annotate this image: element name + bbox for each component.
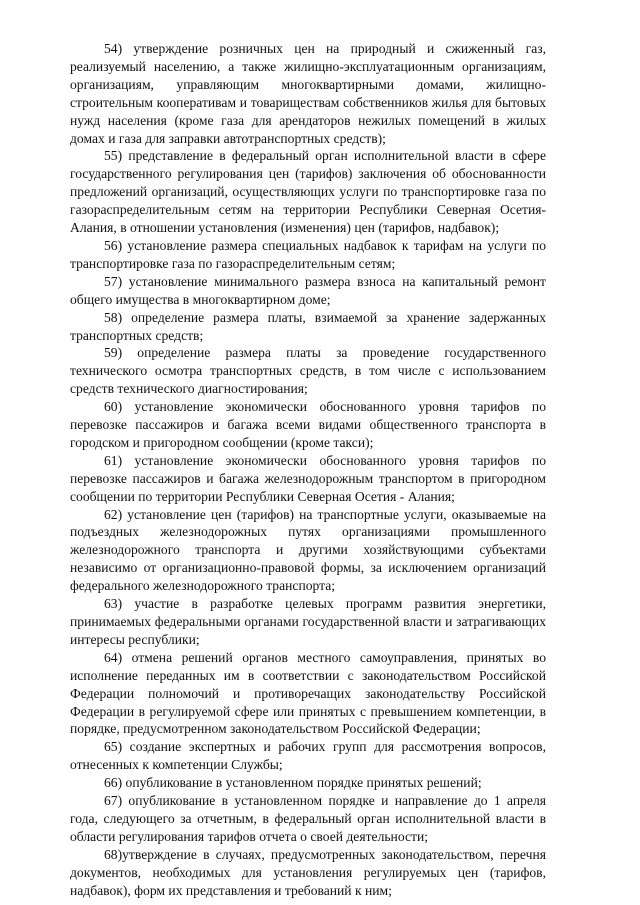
item-56: 56) установление размера специальных надбавок к тарифам на услуги по транспортировке газа по газораспределительным сетям; <box>70 237 546 271</box>
item-68: 68)утверждение в случаях, предусмотренных законодательством, перечня документов, необходимых для установления регулируемых цен (тарифов, надбавок), форм их представления и требований к ним; <box>70 846 546 898</box>
item-67: 67) опубликование в установленном порядке и направление до 1 апреля года, следующего за отчетным, в федеральный орган исполнительной власти в области регулирования тарифов отчета о своей деятельности; <box>70 793 546 844</box>
item-57: 57) установление минимального размера взноса на капитальный ремонт общего имущества в многоквартирном доме; <box>70 273 546 307</box>
item-54: 54) утверждение розничных цен на природный и сжиженный газ, реализуемый населению, а также жилищно-эксплуатационным организациям, организациям, управляющим многоквартирными домами, жилищно-строительным кооперативам и товариществам собственников жилья для бытовых нужд населения (кроме газа для арендаторов нежилых помещений в жилых домах и газа для заправки автотранспортных средств); <box>70 41 546 146</box>
item-64: 64) отмена решений органов местного самоуправления, принятых во исполнение переданных им в соответствии с законодательством Российской Федерации полномочий и противоречащих законодательству Российской Федерации в регулируемой сфере или принятых с превышением компетенции, в порядке, предусмотренном законодательством Российской Федерации; <box>70 649 546 737</box>
item-66: 66) опубликование в установленном порядке принятых решений; <box>104 775 482 791</box>
item-55: 55) представление в федеральный орган исполнительной власти в сфере государственного регулирования цен (тарифов) заключения об обоснованности предложений организаций, осуществляющих услуги по транспортировке газа по газораспределительным сетям на территории Республики Северная Осетия-Алания, в отношении установления (изменения) цен (тарифов, надбавок); <box>70 148 546 236</box>
item-58: 58) определение размера платы, взимаемой за хранение задержанных транспортных средств; <box>70 309 546 343</box>
item-63: 63) участие в разработке целевых программ развития энергетики, принимаемых федеральными органами государственной власти и затрагивающих интересы республики; <box>70 596 546 647</box>
item-59: 59) определение размера платы за проведение государственного технического осмотра транспортных средств, в том числе с использованием средств технического диагностирования; <box>70 345 546 397</box>
item-65: 65) создание экспертных и рабочих групп для рассмотрения вопросов, отнесенных к компетенции Службы; <box>70 739 546 773</box>
document-page <box>70 40 546 900</box>
item-60: 60) установление экономически обоснованного уровня тарифов по перевозке пассажиров и багажа всеми видами общественного транспорта в городском и пригородном сообщении (кроме такси); <box>70 399 546 450</box>
item-61: 61) установление экономически обоснованного уровня тарифов по перевозке пассажиров и багажа железнодорожным транспортом в пригородном сообщении по территории Республики Северная Осетия - Алания; <box>70 452 546 504</box>
item-62: 62) установление цен (тарифов) на транспортные услуги, оказываемые на подъездных железнодорожных путях организациями промышленного железнодорожного транспорта и другими хозяйствующими субъектами независимо от организационно-правовой формы, за исключением организаций федерального железнодорожного транспорта; <box>70 506 546 594</box>
